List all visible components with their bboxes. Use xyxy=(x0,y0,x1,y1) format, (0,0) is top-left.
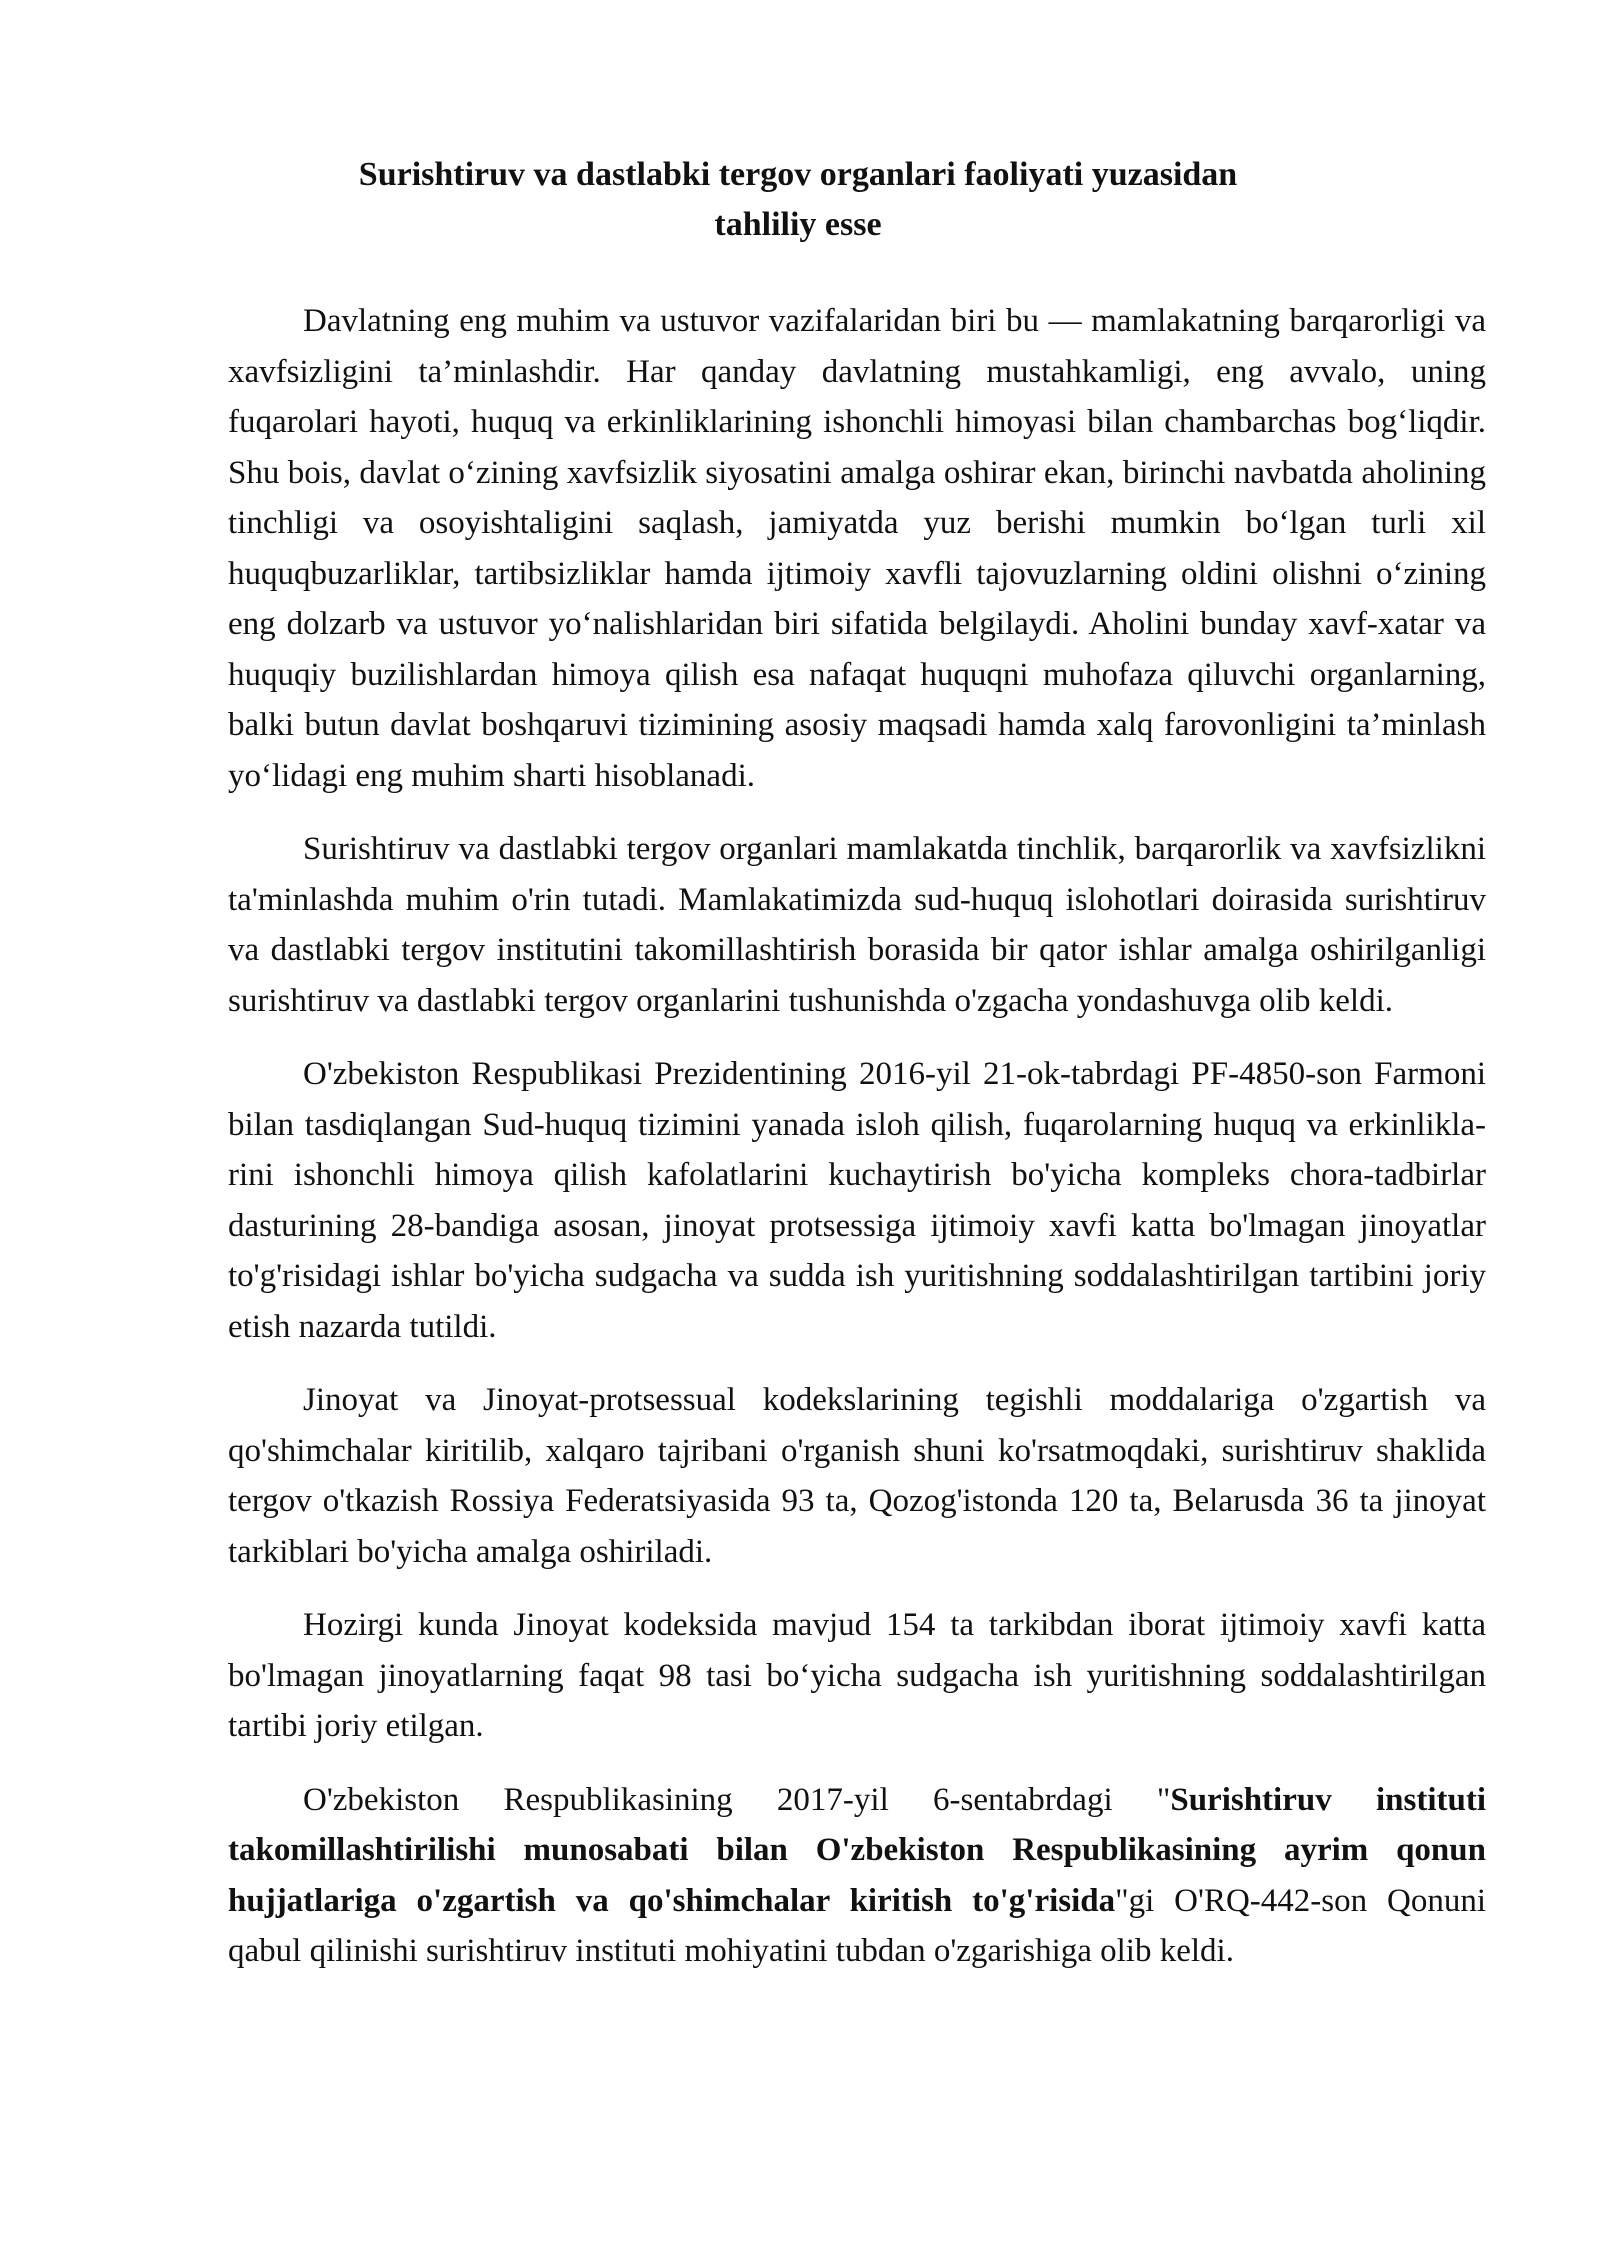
document-body xyxy=(228,296,1486,2000)
law-title-bold: Surishtiruv instituti takomillashtirilishi munosabati bilan O'zbekiston Respublikasining ayrim qonun hujjatlariga o'zgartish va qo'shimchalar kiritish to'g'risida xyxy=(228,1781,1486,1919)
paragraph-1: Davlatning eng muhim va ustuvor vazifalaridan biri bu — mamlakatning barqarorligi va xavfsizligini ta’minlashdir. Har qanday davlatning mustahkamligi, eng avvalo, uning fuqarolari hayoti, huquq va erkinliklarining ishonchli himoyasi bilan chambarchas bog‘liqdir. Shu bois, davlat o‘zining xavfsizlik siyosatini amalga oshirar ekan, birinchi navbatda aholining tinchligi va osoyishtaligini saqlash, jamiyatda yuz berishi mumkin bo‘lgan turli xil huquqbuzarliklar, tartibsizliklar hamda ijtimoiy xavfli tajovuzlarning oldini olishni o‘zining eng dolzarb va ustuvor yo‘nalishlaridan biri sifatida belgilaydi. Aholini bunday xavf-xatar va huquqiy buzilishlardan himoya qilish esa nafaqat huquqni muhofaza qiluvchi organlarning, balki butun davlat boshqaruvi tizimining asosiy maqsadi hamda xalq farovonligini ta’minlash yo‘lidagi eng muhim sharti hisoblanadi. xyxy=(228,303,1486,794)
paragraph-3: O'zbekiston Respublikasi Prezidentining 2016-yil 21-ok-tabrdagi PF-4850-son Farmoni bilan tasdiqlangan Sud-huquq tizimini yanada isloh qilish, fuqarolarning huquq va erkinlikla-rini ishonchli himoya qilish kafolatlarini kuchaytirish bo'yicha kompleks chora-tadbirlar dasturining 28-bandiga asosan, jinoyat protsessiga ijtimoiy xavfi katta bo'lmagan jinoyatlar to'g'risidagi ishlar bo'yicha sudgacha va sudda ish yuritishning soddalashtirilgan tartibini joriy etish nazarda tutildi. xyxy=(228,1056,1486,1345)
paragraph-6-lead: O'zbekiston Respublikasining 2017-yil 6-sentabrdagi " xyxy=(303,1781,1171,1818)
document-title xyxy=(228,150,1368,250)
paragraph-6 xyxy=(228,1775,1486,1977)
title-line-1: Surishtiruv va dastlabki tergov organlari faoliyati yuzasidan xyxy=(358,156,1238,193)
paragraph-5: Hozirgi kunda Jinoyat kodeksida mavjud 154 ta tarkibdan iborat ijtimoiy xavfi katta bo'lmagan jinoyatlarning faqat 98 tasi bo‘yicha sudgacha ish yuritishning soddalashtirilgan tartibi joriy etilgan. xyxy=(228,1607,1486,1744)
paragraph-6-tail: "gi O'RQ-442-son Qonuni qabul qilinishi surishtiruv instituti mohiyatini tubdan o'zgarishiga olib keldi. xyxy=(228,1882,1486,1969)
paragraph-4: Jinoyat va Jinoyat-protsessual kodekslarining tegishli moddalariga o'zgartish va qo'shimchalar kiritilib, xalqaro tajribani o'rganish shuni ko'rsatmoqdaki, surishtiruv shaklida tergov o'tkazish Rossiya Federatsiyasida 93 ta, Qozog'istonda 120 ta, Belarusda 36 ta jinoyat tarkiblari bo'yicha amalga oshiriladi. xyxy=(228,1382,1486,1570)
title-line-2: tahliliy esse xyxy=(714,206,882,243)
paragraph-2: Surishtiruv va dastlabki tergov organlari mamlakatda tinchlik, barqarorlik va xavfsizlikni ta'minlashda muhim o'rin tutadi. Mamlakatimizda sud-huquq islohotlari doirasida surishtiruv va dastlabki tergov institutini takomillashtirish borasida bir qator ishlar amalga oshirilganligi surishtiruv va dastlabki tergov organlarini tushunishda o'zgacha yondashuvga olib keldi. xyxy=(228,831,1486,1019)
